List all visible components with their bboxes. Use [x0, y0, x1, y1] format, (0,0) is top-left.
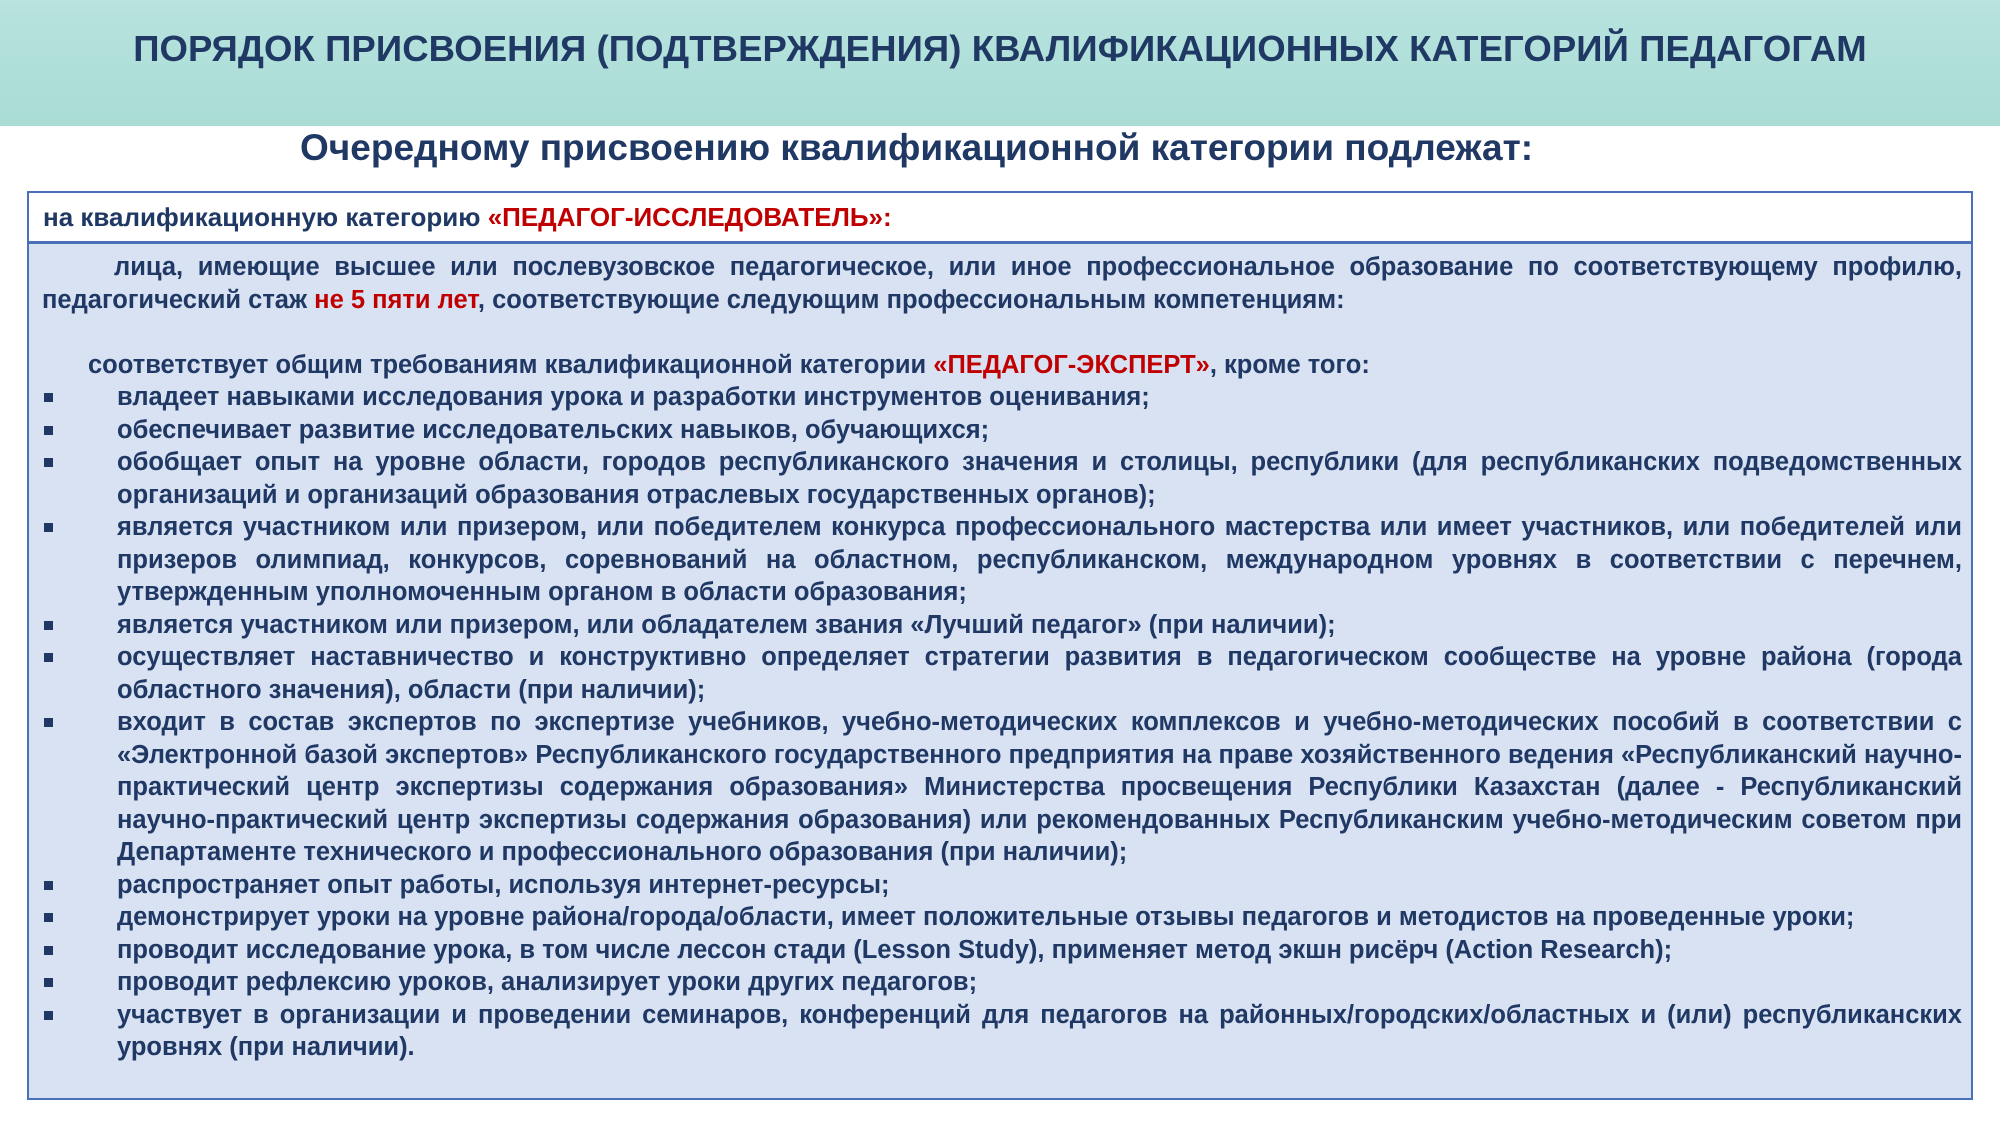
list-item-text: является участником или призером, или победителем конкурса профессионального мастерства или имеет участников, или победителей или призеров олимпиад, конкурсов, соревнований на областном, республиканском, международном уровнях в соответствии с перечнем, утвержденным уполномоченным органом в области образования;	[117, 513, 1962, 606]
bullet-icon	[44, 393, 53, 402]
list-item	[42, 446, 1962, 511]
box-header	[29, 193, 1971, 244]
bullet-icon	[44, 913, 53, 922]
list-item-text: обобщает опыт на уровне области, городов республиканского значения и столицы, республики (для республиканских подведомственных организаций и организаций образования отраслевых государственных органов);	[117, 448, 1962, 509]
title-banner	[0, 0, 2000, 126]
lead-text-1: соответствует общим требованиям квалификационной категории	[88, 350, 934, 379]
requirements-box	[27, 191, 1973, 1100]
list-item	[42, 999, 1962, 1064]
competency-list	[42, 381, 1962, 1064]
list-item	[42, 901, 1962, 934]
list-item	[42, 869, 1962, 902]
bullet-icon	[44, 718, 53, 727]
intro-text-1: лица, имеющие высшее или послевузовское педагогическое, или иное профессиональное образование по соответствующему профилю, педагогический стаж	[42, 253, 1962, 314]
header-category: «ПЕДАГОГ-ИССЛЕДОВАТЕЛЬ»:	[487, 202, 892, 232]
list-item-text: проводит исследование урока, в том числе лессон стади (Lesson Study), применяет метод экшн рисёрч (Action Research);	[117, 935, 1673, 964]
lead-highlight: «ПЕДАГОГ-ЭКСПЕРТ»	[933, 350, 1210, 379]
list-item-text: осуществляет наставничество и конструктивно определяет стратегии развития в педагогическом сообществе на уровне района (города областного значения), области (при наличии);	[117, 643, 1962, 704]
intro-highlight: не 5 пяти лет	[314, 285, 478, 314]
list-item-text: демонстрирует уроки на уровне района/города/области, имеет положительные отзывы педагогов и методистов на проведенные уроки;	[117, 903, 1855, 931]
list-item	[42, 641, 1962, 706]
list-item	[42, 414, 1962, 447]
lead-text-2: , кроме того:	[1209, 350, 1370, 379]
list-item-text: участвует в организации и проведении семинаров, конференций для педагогов на районных/городских/областных и (или) республиканских уровнях (при наличии).	[117, 1000, 1962, 1061]
list-item-text: входит в состав экспертов по экспертизе учебников, учебно-методических комплексов и учебно-методических пособий в соответствии с «Электронной базой экспертов» Республиканского государственного предприятия на праве хозяйственного ведения «Республиканский научно-практический центр экспертизы содержания образования» Министерства просвещения Республики Казахстан (далее - Республиканский научно-практический центр экспертизы содержания образования) или рекомендованных Республиканским учебно-методическим советом при Департаменте технического и профессионального образования (при наличии);	[117, 708, 1962, 866]
list-item-text: владеет навыками исследования урока и разработки инструментов оценивания;	[117, 383, 1150, 411]
list-item-text: является участником или призером, или обладателем звания «Лучший педагог» (при наличии);	[117, 610, 1336, 639]
list-item	[42, 381, 1962, 414]
slide-subtitle: Очередному присвоению квалификационной категории подлежат:	[300, 127, 1534, 168]
bullet-icon	[44, 946, 53, 955]
lead-paragraph	[42, 349, 1962, 382]
intro-text-2: , соответствующие следующим профессиональным компетенциям:	[477, 285, 1345, 314]
bullet-icon	[44, 653, 53, 662]
bullet-icon	[44, 458, 53, 467]
box-content	[42, 251, 1962, 1064]
list-item	[42, 934, 1962, 967]
list-item	[42, 609, 1962, 642]
list-item-text: распространяет опыт работы, используя интернет-ресурсы;	[117, 870, 890, 899]
slide-title: ПОРЯДОК ПРИСВОЕНИЯ (ПОДТВЕРЖДЕНИЯ) КВАЛИФИКАЦИОННЫХ КАТЕГОРИЙ ПЕДАГОГАМ	[133, 28, 1867, 69]
bullet-icon	[44, 621, 53, 630]
bullet-icon	[44, 978, 53, 987]
list-item	[42, 511, 1962, 609]
list-item-text: проводит рефлексию уроков, анализирует уроки других педагогов;	[117, 968, 978, 996]
bullet-icon	[44, 1011, 53, 1020]
box-header-text	[43, 202, 892, 233]
list-item	[42, 706, 1962, 869]
bullet-icon	[44, 523, 53, 532]
header-prefix: на квалификационную категорию	[43, 202, 488, 232]
bullet-icon	[44, 881, 53, 890]
intro-paragraph	[42, 251, 1962, 316]
list-item-text: обеспечивает развитие исследовательских навыков, обучающихся;	[117, 415, 990, 444]
bullet-icon	[44, 426, 53, 435]
list-item	[42, 966, 1962, 999]
